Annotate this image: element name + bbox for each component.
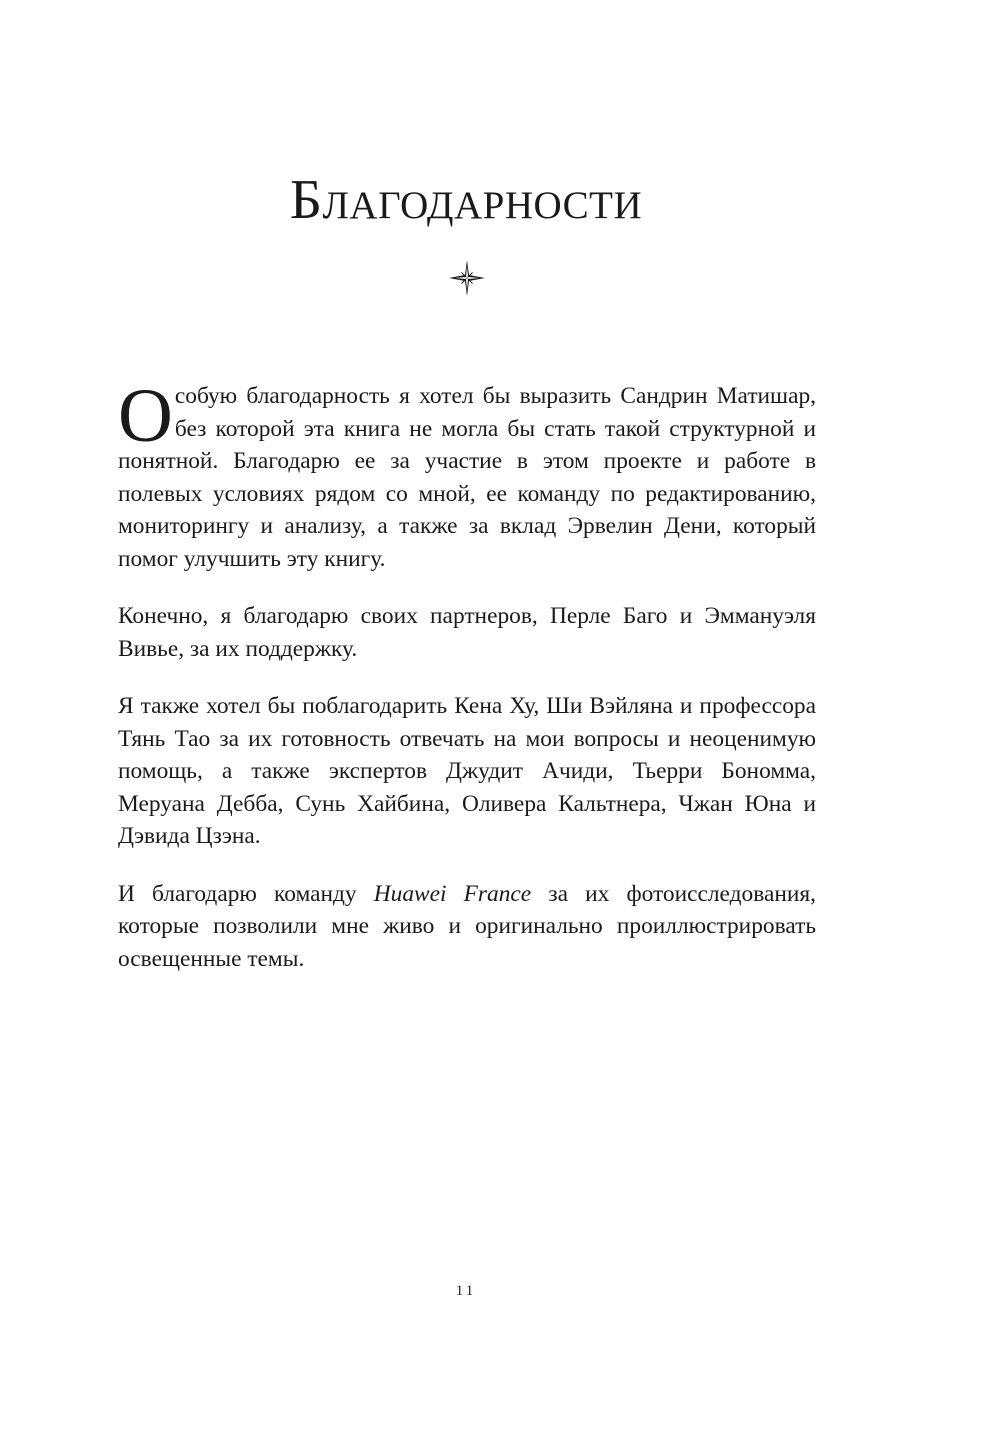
paragraph-4-before: И благодарю команду: [118, 880, 374, 907]
page-title: [0, 170, 932, 232]
paragraph-4: [118, 878, 816, 976]
drop-cap: О: [118, 374, 173, 458]
four-point-star-ornament-icon: [447, 258, 487, 298]
acknowledgements-body: [118, 374, 816, 1000]
page-number: 11: [455, 1283, 477, 1299]
paragraph-3: Я также хотел бы поблагодарить Кена Ху, Ши Вэйляна и профессора Тянь Тао за их готовность отвечать на мои вопросы и неоценимую помощь, а также экспертов Джудит Ачиди, Тьерри Бономма, Меруана Дебба, Сунь Хайбина, Оливера Кальтнера, Чжан Юна и Дэвида Цзэна.: [118, 693, 816, 849]
title-rest: лагодарности: [322, 169, 643, 231]
paragraph-2: Конечно, я благодарю своих партнеров, Перле Баго и Эммануэля Вивье, за их поддержку.: [118, 603, 816, 662]
title-first-letter: Б: [289, 169, 323, 231]
company-name: Huawei France: [373, 880, 532, 907]
paragraph-1: [118, 374, 816, 575]
paragraph-4-after: за их фотоисследования, которые позволили мне живо и оригинально проиллюстрировать освещенные темы.: [118, 880, 816, 972]
paragraph-1-text: собую благодарность я хотел бы выразить Сандрин Матишар, без которой эта книга не могла бы стать такой структурной и понятной. Благодарю ее за участие в этом проекте и работе в полевых условиях рядом со мной, ее команду по редактированию, мониторингу и анализу, а также за вклад Эрвелин Дени, который помог улучшить эту книгу.: [118, 383, 816, 572]
